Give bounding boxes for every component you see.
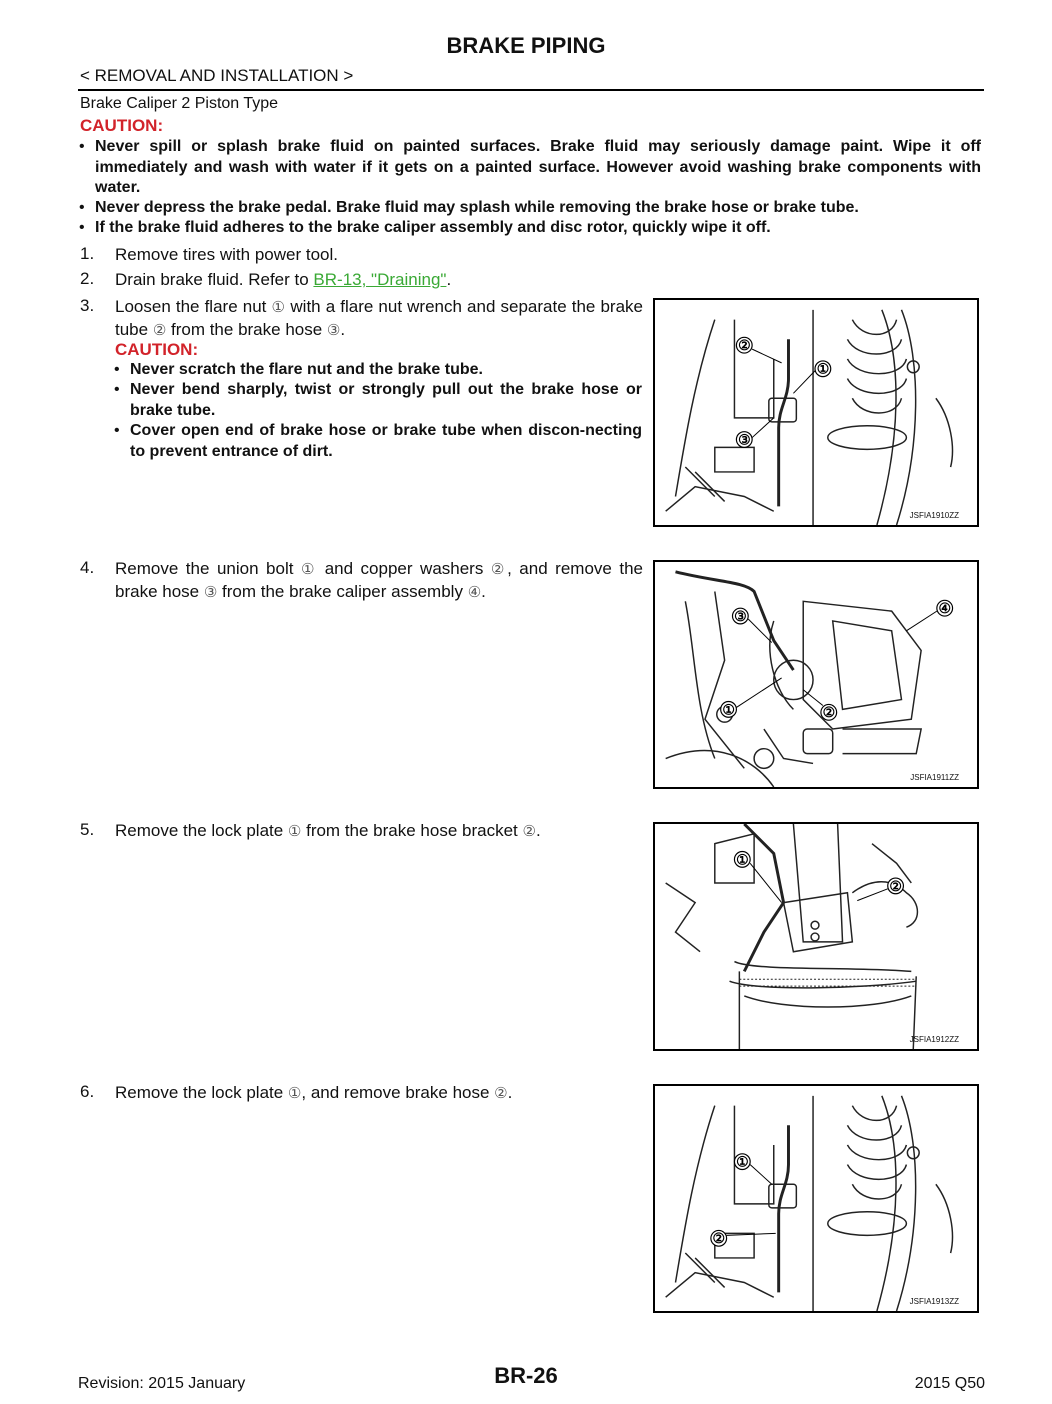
step-text-part: from the brake caliper assembly xyxy=(217,582,468,601)
header-rule xyxy=(78,89,984,91)
step-text xyxy=(115,820,643,843)
step-text xyxy=(115,269,451,291)
step-text xyxy=(115,296,643,342)
caution-item xyxy=(79,198,995,219)
caution-item xyxy=(79,137,981,199)
caution-item xyxy=(114,360,642,381)
step-text-part: . xyxy=(446,270,452,289)
step-text xyxy=(115,558,643,604)
figure-callout: ③ xyxy=(734,608,747,624)
step-text-part: with a flare nut wrench and separate the brake tube xyxy=(115,297,643,339)
revision-text: Revision: 2015 January xyxy=(78,1375,246,1392)
caution-text: Never bend sharply, twist or strongly pull out the brake hose or brake tube. xyxy=(130,381,642,419)
step-text-part: from the brake hose bracket xyxy=(301,821,523,840)
bullet-icon: • xyxy=(114,381,120,398)
caution-label: CAUTION: xyxy=(80,116,164,135)
caution-item xyxy=(79,218,995,239)
figure-callout: ① xyxy=(736,1154,749,1170)
step-number: 1. xyxy=(80,244,95,263)
figure-illustration xyxy=(655,824,977,1049)
figure-brake-hose xyxy=(653,1084,979,1313)
figure-code: JSFIA1913ZZ xyxy=(909,1297,959,1306)
callout-ref: ④ xyxy=(467,584,482,601)
step-text: Remove tires with power tool. xyxy=(115,245,338,264)
draining-link[interactable]: BR-13, "Draining" xyxy=(313,270,447,289)
step-number: 3. xyxy=(80,296,95,315)
callout-ref: ② xyxy=(522,823,536,840)
caution-label: CAUTION: xyxy=(115,340,199,359)
step-text-part: . xyxy=(507,1083,513,1102)
step-text-part: . xyxy=(535,821,541,840)
caution-text: Cover open end of brake hose or brake tube when discon-necting to prevent entrance of dirt. xyxy=(130,422,642,460)
caution-text: Never scratch the flare nut and the brake tube. xyxy=(130,361,483,378)
model-text: 2015 Q50 xyxy=(914,1375,985,1392)
figure-callout: ② xyxy=(822,705,835,721)
bullet-icon: • xyxy=(114,361,120,378)
callout-ref: ③ xyxy=(203,584,218,601)
step-text-part: from the brake hose xyxy=(166,320,327,339)
figure-callout: ③ xyxy=(738,432,751,448)
figure-callout: ② xyxy=(712,1231,725,1247)
figure-union-bolt xyxy=(653,560,979,789)
step-text-part: Remove the lock plate xyxy=(115,1083,288,1102)
figure-callout: ① xyxy=(736,852,749,868)
subsection-heading: Brake Caliper 2 Piston Type xyxy=(80,95,279,112)
bullet-icon: • xyxy=(79,138,85,155)
page-number: BR-26 xyxy=(494,1363,558,1388)
bullet-icon: • xyxy=(79,219,85,236)
figure-illustration xyxy=(655,300,977,525)
step-text-part: , and remove brake hose xyxy=(301,1083,495,1102)
figure-code: JSFIA1910ZZ xyxy=(909,511,959,520)
step-text-part: . xyxy=(481,582,486,601)
step-number: 6. xyxy=(80,1082,95,1101)
caution-text: If the brake fluid adheres to the brake caliper assembly and disc rotor, quickly wipe it off. xyxy=(95,219,771,236)
step-text-part: Drain brake fluid. Refer to xyxy=(115,270,314,289)
callout-ref: ② xyxy=(152,322,167,339)
caution-text: Never spill or splash brake fluid on painted surfaces. Brake fluid may seriously damage paint. Wipe it off immediately and wash with water if it gets on a painted surface. However avoid washing brake components with water. xyxy=(95,138,981,196)
step-number: 4. xyxy=(80,558,95,577)
step-text-part: Loosen the flare nut xyxy=(115,297,272,316)
figure-flare-nut xyxy=(653,298,979,527)
step-text-part: . xyxy=(340,320,346,339)
figure-code: JSFIA1912ZZ xyxy=(909,1035,959,1044)
callout-ref: ① xyxy=(287,823,302,840)
caution-item xyxy=(114,380,642,421)
caution-text: Never depress the brake pedal. Brake fluid may splash while removing the brake hose or brake tube. xyxy=(95,199,859,216)
section-heading: < REMOVAL AND INSTALLATION > xyxy=(80,66,354,85)
bullet-icon: • xyxy=(79,199,85,216)
callout-ref: ① xyxy=(300,561,318,578)
figure-code: JSFIA1911ZZ xyxy=(910,773,959,782)
callout-ref: ② xyxy=(494,1085,508,1102)
callout-ref: ① xyxy=(287,1085,302,1102)
figure-lock-plate xyxy=(653,822,979,1051)
bullet-icon: • xyxy=(114,422,120,439)
callout-ref: ③ xyxy=(326,322,341,339)
callout-ref: ① xyxy=(271,299,286,316)
callout-ref: ② xyxy=(490,561,508,578)
figure-callout: ④ xyxy=(938,601,951,617)
figure-illustration xyxy=(655,1086,977,1311)
figure-callout: ② xyxy=(889,878,902,894)
step-number: 5. xyxy=(80,820,95,839)
page-title: BRAKE PIPING xyxy=(446,33,606,58)
step-text-part: , and remove the brake hose xyxy=(115,559,643,601)
step-number: 2. xyxy=(80,269,95,288)
figure-callout: ① xyxy=(816,361,830,377)
step-text xyxy=(115,1082,643,1105)
step-text-part: Remove the lock plate xyxy=(115,821,288,840)
step-text-part: and copper washers xyxy=(317,559,491,578)
figure-illustration xyxy=(655,562,977,787)
step-text-part: Remove the union bolt xyxy=(115,559,301,578)
caution-item xyxy=(114,421,642,462)
figure-callout: ② xyxy=(738,338,751,354)
figure-callout: ① xyxy=(722,702,735,718)
